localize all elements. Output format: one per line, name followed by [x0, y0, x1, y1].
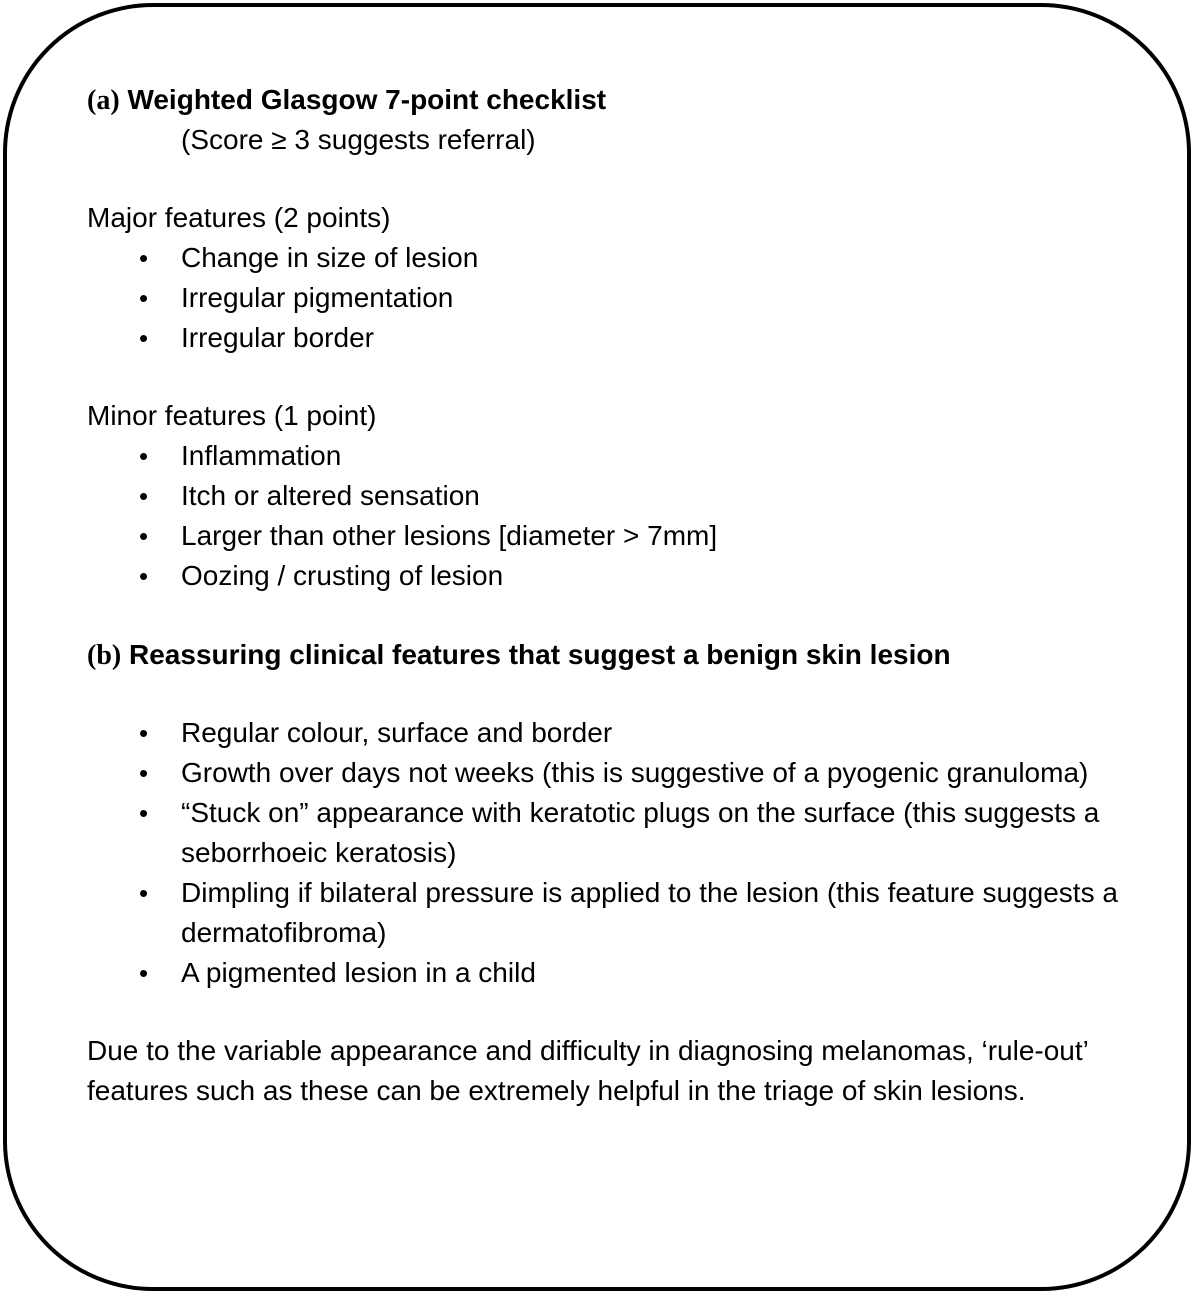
benign-features-list — [87, 713, 1127, 993]
bullet-icon: • — [139, 243, 149, 273]
list-item: • A pigmented lesion in a child — [87, 953, 1127, 993]
section-a-subtitle: (Score ≥ 3 suggests referral) — [181, 124, 536, 155]
checklist-content — [87, 80, 1127, 1111]
major-features-label: Major features (2 points) — [87, 202, 391, 233]
bullet-icon: • — [139, 561, 149, 591]
list-item: • Itch or altered sensation — [87, 476, 1127, 516]
bullet-icon: • — [139, 958, 149, 988]
list-item: • Growth over days not weeks (this is suggestive of a pyogenic granuloma) — [87, 753, 1127, 793]
list-item: • Regular colour, surface and border — [87, 713, 1127, 753]
closing-paragraph: Due to the variable appearance and difficulty in diagnosing melanomas, ‘rule-out’ features such as these can be extremely helpful in the triage of skin lesions. — [87, 1035, 1088, 1106]
list-item: • Irregular border — [87, 318, 1127, 358]
bullet-icon: • — [139, 718, 149, 748]
bullet-icon: • — [139, 481, 149, 511]
section-a-title: Weighted Glasgow 7-point checklist — [127, 84, 607, 115]
list-item: • Irregular pigmentation — [87, 278, 1127, 318]
section-b-heading — [87, 635, 1127, 675]
bullet-icon: • — [139, 758, 149, 788]
bullet-icon: • — [139, 878, 149, 908]
bullet-icon: • — [139, 323, 149, 353]
list-item: • “Stuck on” appearance with keratotic plugs on the surface (this suggests a seborrhoeic keratosis) — [87, 793, 1127, 873]
list-item: • Oozing / crusting of lesion — [87, 556, 1127, 596]
section-a-tag: (a) — [87, 85, 120, 116]
bullet-icon: • — [139, 283, 149, 313]
major-features-list — [87, 238, 1127, 358]
bullet-icon: • — [139, 798, 149, 828]
bullet-icon: • — [139, 521, 149, 551]
minor-features-list — [87, 436, 1127, 596]
minor-features-label: Minor features (1 point) — [87, 400, 377, 431]
bullet-icon: • — [139, 441, 149, 471]
list-item: • Change in size of lesion — [87, 238, 1127, 278]
list-item: • Larger than other lesions [diameter > 7mm] — [87, 516, 1127, 556]
list-item: • Dimpling if bilateral pressure is applied to the lesion (this feature suggests a dermatofibroma) — [87, 873, 1127, 953]
section-b-title: Reassuring clinical features that suggest a benign skin lesion — [129, 639, 951, 670]
list-item: • Inflammation — [87, 436, 1127, 476]
section-b-tag: (b) — [87, 640, 122, 671]
section-a-heading — [87, 80, 1127, 120]
